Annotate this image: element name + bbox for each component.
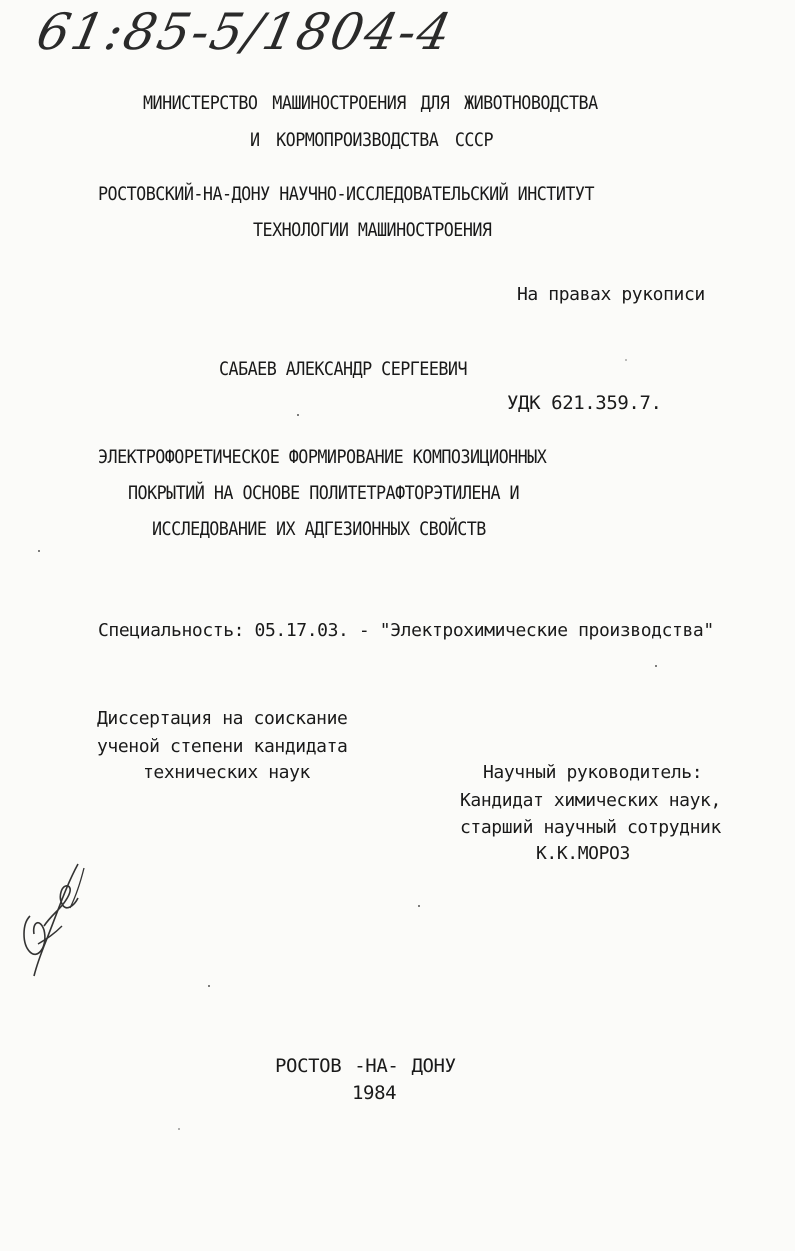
paper-speck: [297, 414, 299, 416]
institute-line-2: ТЕХНОЛОГИИ МАШИНОСТРОЕНИЯ: [253, 219, 492, 241]
degree-line-3: технических наук: [143, 762, 310, 783]
institute-line-1: РОСТОВСКИЙ-НА-ДОНУ НАУЧНО-ИССЛЕДОВАТЕЛЬСКИЙ ИНСТИТУТ: [98, 183, 595, 205]
paper-speck: [38, 550, 40, 552]
archive-code-handwritten: 61:85-5/1804-4: [31, 3, 458, 61]
paper-speck: [208, 985, 210, 987]
degree-line-1: Диссертация на соискание: [97, 708, 348, 729]
author-name: САБАЕВ АЛЕКСАНДР СЕРГЕЕВИЧ: [219, 358, 468, 380]
paper-speck: [178, 1128, 180, 1130]
udk-code: УДК 621.359.7.: [507, 392, 662, 414]
paper-speck: [655, 665, 657, 667]
paper-speck: [418, 905, 420, 907]
advisor-name: К.К.МОРОЗ: [536, 843, 630, 864]
advisor-line-2: Кандидат химических наук,: [460, 790, 721, 811]
ministry-line-2: И КОРМОПРОИЗВОДСТВА СССР: [250, 129, 494, 151]
title-line-2: ПОКРЫТИЙ НА ОСНОВЕ ПОЛИТЕТРАФТОРЭТИЛЕНА И: [128, 482, 520, 504]
degree-line-2: ученой степени кандидата: [97, 736, 348, 757]
advisor-line-1: Научный руководитель:: [483, 762, 703, 783]
paper-speck: [625, 359, 627, 361]
signature-mark: [18, 856, 98, 981]
city: РОСТОВ -НА- ДОНУ: [275, 1055, 456, 1077]
title-line-3: ИССЛЕДОВАНИЕ ИХ АДГЕЗИОННЫХ СВОЙСТВ: [152, 518, 486, 540]
year: 1984: [352, 1082, 397, 1104]
specialty-line: Специальность: 05.17.03. - "Электрохимические производства": [98, 620, 714, 641]
rights-note: На правах рукописи: [517, 284, 705, 305]
advisor-line-3: старший научный сотрудник: [460, 817, 721, 838]
ministry-line-1: МИНИСТЕРСТВО МАШИНОСТРОЕНИЯ ДЛЯ ЖИВОТНОВОДСТВА: [143, 92, 598, 114]
title-line-1: ЭЛЕКТРОФОРЕТИЧЕСКОЕ ФОРМИРОВАНИЕ КОМПОЗИЦИОННЫХ: [98, 446, 547, 468]
